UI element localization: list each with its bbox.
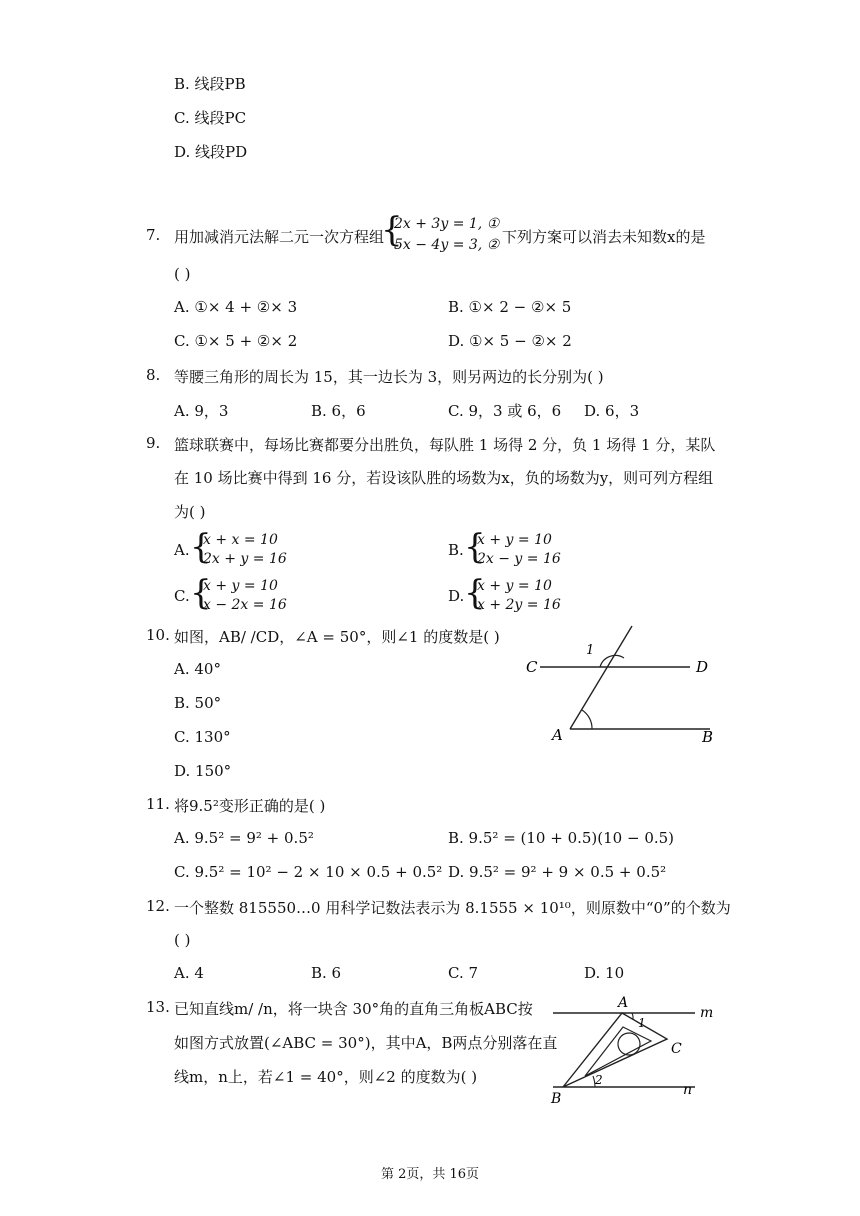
q11-option-c: C. 9.5² = 10² − 2 × 10 × 0.5 + 0.5² bbox=[174, 863, 443, 881]
q13-line1: 已知直线m/ /n，将一块含 30°角的直角三角板ABC按 bbox=[174, 1000, 533, 1018]
q6-option-c: C. 线段PC bbox=[174, 109, 247, 127]
q10-option-d: D. 150° bbox=[174, 762, 232, 780]
q7-stem-tail: 下列方案可以消去未知数x的是 bbox=[502, 228, 706, 246]
q10-figure bbox=[520, 620, 720, 745]
q6-option-d: D. 线段PD bbox=[174, 143, 248, 161]
q12-option-d: D. 10 bbox=[584, 964, 625, 982]
q8-option-d: D. 6，3 bbox=[584, 402, 640, 420]
q12-stem: 一个整数 815550…0 用科学记数法表示为 8.1555 × 10¹⁰，则原数中“0”的个数为 bbox=[174, 899, 731, 917]
q13-figure bbox=[545, 992, 725, 1107]
q8-option-c: C. 9，3 或 6，6 bbox=[448, 402, 562, 420]
q11-option-a: A. 9.5² = 9² + 0.5² bbox=[174, 829, 314, 847]
q12-option-a: A. 4 bbox=[174, 964, 204, 982]
label-b: B bbox=[702, 728, 714, 745]
q8-option-b: B. 6，6 bbox=[311, 402, 366, 420]
q7-option-c: C. ①× 5 + ②× 2 bbox=[174, 332, 298, 350]
q9-option-a-eq2: 2x + y = 16 bbox=[203, 551, 287, 567]
q7-stem: 用加减消元法解二元一次方程组 bbox=[174, 228, 385, 246]
q7-paren: ( ) bbox=[174, 265, 191, 283]
q9-option-a-eq1: x + x = 10 bbox=[203, 532, 278, 548]
q7-eq2: 5x − 4y = 3, ② bbox=[394, 237, 500, 253]
q9-option-c-eq2: x − 2x = 16 bbox=[203, 597, 287, 613]
page-footer: 第 2页，共 16页 bbox=[380, 1167, 480, 1182]
q13-line2: 如图方式放置(∠ABC = 30°)，其中A，B两点分别落在直 bbox=[174, 1034, 558, 1052]
q10-option-c: C. 130° bbox=[174, 728, 231, 746]
q7-brace: { bbox=[381, 210, 403, 250]
angle-a-arc bbox=[582, 710, 592, 729]
q9-option-d-eq1: x + y = 10 bbox=[477, 578, 552, 594]
label-c: C bbox=[671, 1041, 682, 1057]
label-angle-1: 1 bbox=[638, 1016, 646, 1030]
q12-option-c: C. 7 bbox=[448, 964, 479, 982]
q6-option-b: B. 线段PB bbox=[174, 75, 246, 93]
q10-option-a: A. 40° bbox=[174, 660, 221, 678]
label-a: A bbox=[552, 726, 563, 744]
q13-number: 13. bbox=[146, 998, 170, 1016]
q9-option-d-eq2: x + 2y = 16 bbox=[477, 597, 561, 613]
q9-option-d-label: D. bbox=[448, 587, 465, 605]
q8-option-a: A. 9，3 bbox=[174, 402, 229, 420]
q10-stem: 如图，AB/ /CD，∠A = 50°，则∠1 的度数是( ) bbox=[174, 628, 500, 646]
q11-option-b: B. 9.5² = (10 + 0.5)(10 − 0.5) bbox=[448, 829, 675, 847]
q12-option-b: B. 6 bbox=[311, 964, 342, 982]
protractor-hole bbox=[618, 1033, 640, 1055]
q9-option-b-label: B. bbox=[448, 541, 464, 559]
q9-line2: 在 10 场比赛中得到 16 分，若设该队胜的场数为x，负的场数为y，则可列方程组 bbox=[174, 469, 714, 487]
q10-number: 10. bbox=[146, 626, 170, 644]
label-n: n bbox=[683, 1082, 693, 1098]
q7-number: 7. bbox=[146, 226, 161, 244]
outer-triangle bbox=[563, 1013, 667, 1087]
label-b: B bbox=[551, 1091, 562, 1107]
q9-option-c-brace: { bbox=[190, 573, 212, 613]
q9-option-b-eq2: 2x − y = 16 bbox=[477, 551, 561, 567]
q9-line1: 篮球联赛中，每场比赛都要分出胜负，每队胜 1 场得 2 分，负 1 场得 1 分，某队 bbox=[174, 436, 716, 454]
label-angle-1: 1 bbox=[586, 643, 595, 658]
label-c: C bbox=[526, 658, 538, 676]
q9-option-a-brace: { bbox=[190, 527, 212, 567]
q8-stem: 等腰三角形的周长为 15，其一边长为 3，则另两边的长分别为( ) bbox=[174, 368, 604, 386]
q10-option-b: B. 50° bbox=[174, 694, 222, 712]
label-angle-2: 2 bbox=[595, 1073, 603, 1087]
q9-option-c-eq1: x + y = 10 bbox=[203, 578, 278, 594]
q9-option-b-eq1: x + y = 10 bbox=[477, 532, 552, 548]
angle-1-arc bbox=[600, 655, 624, 667]
q9-option-a-label: A. bbox=[174, 541, 190, 559]
q8-number: 8. bbox=[146, 366, 161, 384]
q9-number: 9. bbox=[146, 434, 161, 452]
q7-option-a: A. ①× 4 + ②× 3 bbox=[174, 298, 298, 316]
q9-option-d-brace: { bbox=[464, 573, 486, 613]
label-a: A bbox=[618, 995, 629, 1011]
q11-option-d: D. 9.5² = 9² + 9 × 0.5 + 0.5² bbox=[448, 863, 667, 881]
q7-option-b: B. ①× 2 − ②× 5 bbox=[448, 298, 572, 316]
q9-option-b-brace: { bbox=[464, 527, 486, 567]
q13-line3: 线m，n上，若∠1 = 40°，则∠2 的度数为( ) bbox=[174, 1068, 478, 1086]
q11-stem: 将9.5²变形正确的是( ) bbox=[174, 797, 326, 815]
q12-paren: ( ) bbox=[174, 931, 191, 949]
q11-number: 11. bbox=[146, 795, 170, 813]
q9-option-c-label: C. bbox=[174, 587, 190, 605]
q12-number: 12. bbox=[146, 897, 170, 915]
q7-eq1: 2x + 3y = 1, ① bbox=[394, 216, 500, 232]
q7-option-d: D. ①× 5 − ②× 2 bbox=[448, 332, 572, 350]
label-d: D bbox=[696, 658, 709, 676]
transversal bbox=[570, 626, 632, 729]
q9-line3: 为( ) bbox=[174, 503, 206, 521]
label-m: m bbox=[700, 1005, 714, 1021]
